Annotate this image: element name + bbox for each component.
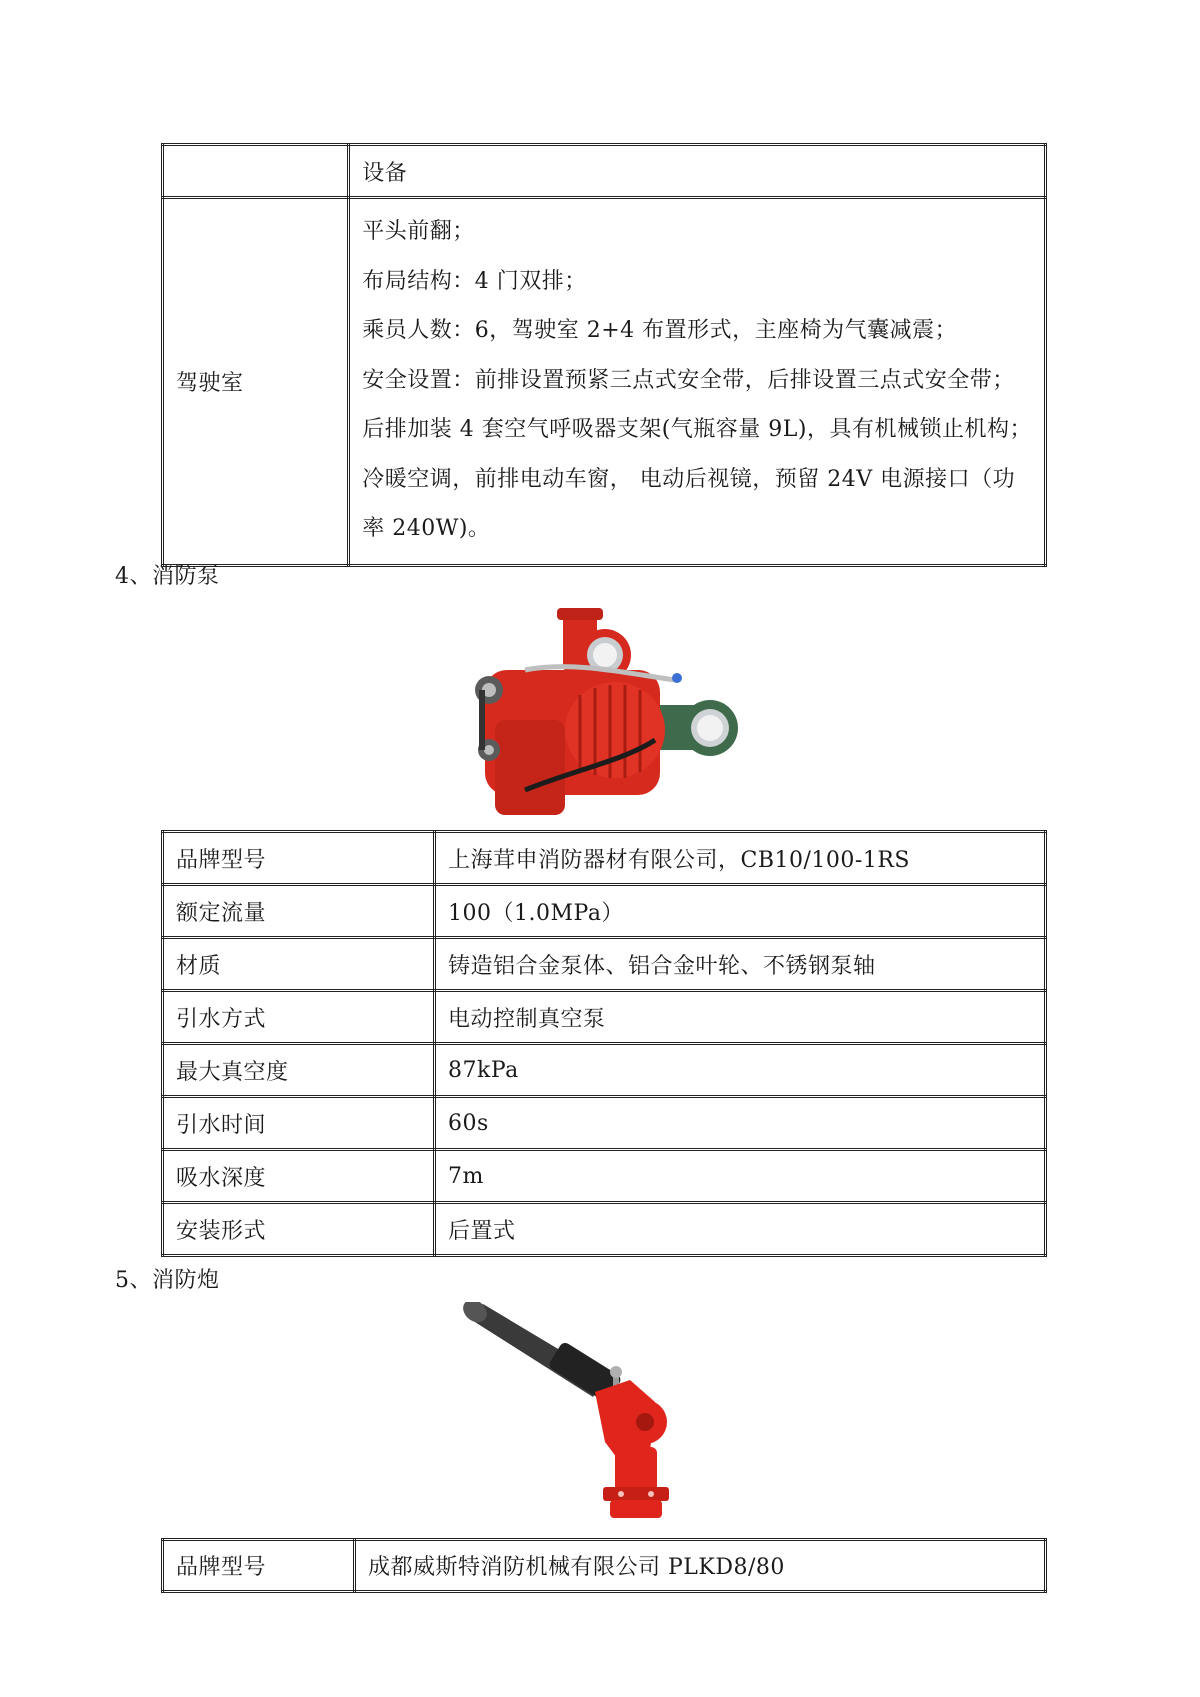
pump-spec-label: 引水时间 bbox=[163, 1097, 435, 1150]
pump-spec-label: 最大真空度 bbox=[163, 1044, 435, 1097]
fire-monitor-heading: 5、消防炮 bbox=[115, 1268, 220, 1293]
pump-spec-value: 铸造铝合金泵体、铝合金叶轮、不锈钢泵轴 bbox=[435, 938, 1046, 991]
pump-spec-value: 后置式 bbox=[435, 1203, 1046, 1256]
cab-detail-line: 率 240W)。 bbox=[362, 516, 491, 541]
cab-detail-line: 乘员人数：6，驾驶室 2+4 布置形式，主座椅为气囊减震； bbox=[362, 318, 958, 343]
cab-header-empty-cell bbox=[163, 145, 349, 198]
fire-pump-spec-table bbox=[161, 830, 1047, 1257]
cab-detail-line: 布局结构：4 门双排； bbox=[362, 268, 587, 294]
cab-header-label: 设备 bbox=[349, 145, 1046, 198]
pump-spec-value: 60s bbox=[435, 1097, 1046, 1150]
cab-detail-line: 后排加装 4 套空气呼吸器支架(气瓶容量 9L)，具有机械锁止机构； bbox=[362, 417, 1032, 442]
fire-monitor-photo bbox=[455, 1302, 720, 1527]
cab-detail-line: 平头前翻； bbox=[362, 219, 475, 244]
fire-monitor-spec-table bbox=[161, 1538, 1047, 1593]
pump-spec-value: 87kPa bbox=[435, 1044, 1046, 1097]
cab-detail-line: 安全设置：前排设置预紧三点式安全带，后排设置三点式安全带； bbox=[362, 367, 1015, 393]
pump-spec-label: 额定流量 bbox=[163, 885, 435, 938]
pump-spec-value: 7m bbox=[435, 1150, 1046, 1203]
fire-pump-photo bbox=[465, 600, 750, 825]
pump-spec-label: 品牌型号 bbox=[163, 832, 435, 885]
fire-pump-heading: 4、消防泵 bbox=[115, 564, 220, 589]
pump-spec-label: 材质 bbox=[163, 938, 435, 991]
pump-spec-row bbox=[163, 991, 1046, 1044]
pump-spec-row bbox=[163, 885, 1046, 938]
pump-spec-row bbox=[163, 1203, 1046, 1256]
monitor-spec-label: 品牌型号 bbox=[163, 1540, 355, 1592]
pump-spec-label: 引水方式 bbox=[163, 991, 435, 1044]
pump-spec-label: 吸水深度 bbox=[163, 1150, 435, 1203]
cab-row-label: 驾驶室 bbox=[163, 198, 349, 566]
pump-spec-value: 电动控制真空泵 bbox=[435, 991, 1046, 1044]
pump-spec-value: 上海茸申消防器材有限公司，CB10/100-1RS bbox=[435, 832, 1046, 885]
cab-spec-table bbox=[161, 143, 1047, 567]
cab-detail-line: 冷暖空调，前排电动车窗， 电动后视镜，预留 24V 电源接口（功 bbox=[362, 466, 1016, 492]
pump-spec-row bbox=[163, 832, 1046, 885]
pump-spec-value: 100（1.0MPa） bbox=[435, 885, 1046, 938]
cab-row bbox=[163, 198, 1046, 566]
pump-spec-row bbox=[163, 1150, 1046, 1203]
cab-header-row bbox=[163, 145, 1046, 198]
monitor-spec-value: 成都威斯特消防机械有限公司 PLKD8/80 bbox=[355, 1540, 1046, 1592]
monitor-spec-row bbox=[163, 1540, 1046, 1592]
pump-spec-row bbox=[163, 1097, 1046, 1150]
pump-spec-label: 安装形式 bbox=[163, 1203, 435, 1256]
cab-details-cell bbox=[349, 198, 1046, 566]
pump-spec-row bbox=[163, 1044, 1046, 1097]
pump-spec-row bbox=[163, 938, 1046, 991]
